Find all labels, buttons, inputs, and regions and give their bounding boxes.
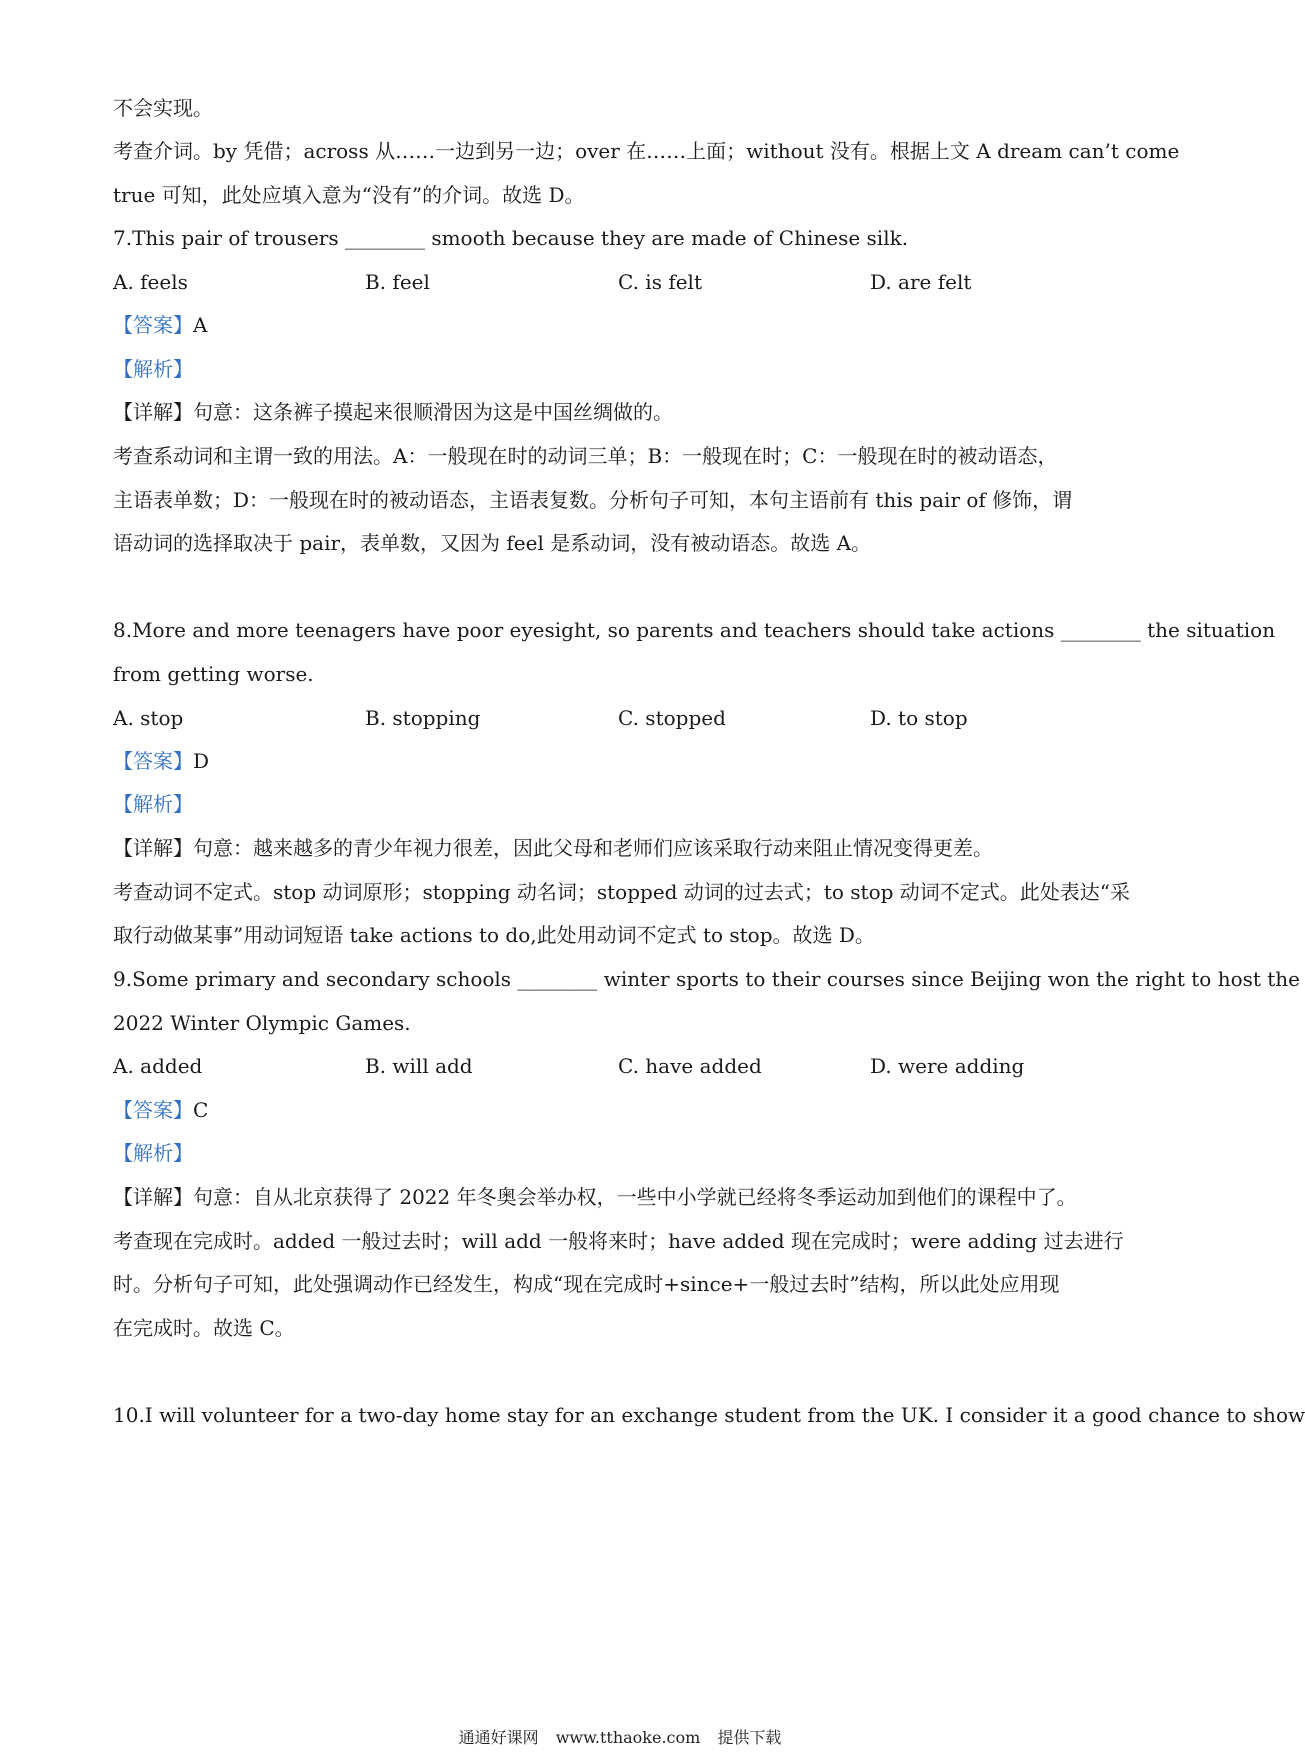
q9-answer xyxy=(113,1095,1133,1125)
detail-text: 句意：自从北京获得了 2022 年冬奥会举办权，一些中小学就已经将冬季运动加到他们的课程中了。 xyxy=(193,1185,1077,1209)
answer-value: C xyxy=(193,1098,209,1122)
q8-option-a: A. stop xyxy=(113,706,184,730)
answer-tag: 【答案】 xyxy=(113,1098,193,1122)
question-10: 10.I will volunteer for a two-day home stay for an exchange student from the UK. I consider it a good chance to show xyxy=(113,1403,1305,1427)
text-line: 不会实现。 xyxy=(113,96,213,120)
question-8: 8.More and more teenagers have poor eyesight, so parents and teachers should take actions ________ the situation xyxy=(113,618,1276,642)
q9-detail xyxy=(113,1182,1133,1212)
detail-text: 句意：越来越多的青少年视力很差，因此父母和老师们应该采取行动来阻止情况变得更差。 xyxy=(193,836,993,860)
text-line: 考查现在完成时。added 一般过去时；will add 一般将来时；have added 现在完成时；were adding 过去进行 xyxy=(113,1229,1124,1253)
question-9: 9.Some primary and secondary schools ________ winter sports to their courses since Beijing won the right to host the xyxy=(113,967,1301,991)
detail-tag: 【详解】 xyxy=(113,1185,193,1209)
text-line: 语动词的选择取决于 pair，表单数，又因为 feel 是系动词，没有被动语态。故选 A。 xyxy=(113,531,872,555)
q9-option-c: C. have added xyxy=(618,1054,762,1078)
text-line: from getting worse. xyxy=(113,662,314,686)
answer-value: A xyxy=(193,313,208,337)
q9-option-a: A. added xyxy=(113,1054,203,1078)
page-footer xyxy=(0,1727,1240,1749)
text-line: 主语表单数；D：一般现在时的被动语态，主语表复数。分析句子可知，本句主语前有 this pair of 修饰，谓 xyxy=(113,488,1073,512)
text-line: 考查系动词和主谓一致的用法。A：一般现在时的动词三单；B：一般现在时；C：一般现在时的被动语态， xyxy=(113,444,1058,468)
footer-site-name: 通通好课网 xyxy=(458,1728,539,1747)
detail-text: 句意：这条裤子摸起来很顺滑因为这是中国丝绸做的。 xyxy=(193,400,673,424)
text-line: 考查介词。by 凭借；across 从……一边到另一边；over 在……上面；without 没有。根据上文 A dream can’t come xyxy=(113,139,1180,163)
footer-url[interactable]: www.tthaoke.com xyxy=(555,1728,701,1747)
q9-analysis-tag: 【解析】 xyxy=(113,1141,193,1165)
answer-tag: 【答案】 xyxy=(113,749,193,773)
text-line: 取行动做某事”用动词短语 take actions to do,此处用动词不定式 to stop。故选 D。 xyxy=(113,923,875,947)
q7-option-b: B. feel xyxy=(365,270,430,294)
q8-option-d: D. to stop xyxy=(870,706,968,730)
text-line: true 可知，此处应填入意为“没有”的介词。故选 D。 xyxy=(113,183,585,207)
q8-analysis-tag: 【解析】 xyxy=(113,792,193,816)
q8-option-c: C. stopped xyxy=(618,706,726,730)
answer-tag: 【答案】 xyxy=(113,313,193,337)
q7-option-c: C. is felt xyxy=(618,270,702,294)
text-line: 在完成时。故选 C。 xyxy=(113,1316,295,1340)
detail-tag: 【详解】 xyxy=(113,836,193,860)
q7-analysis-tag: 【解析】 xyxy=(113,357,193,381)
text-line: 2022 Winter Olympic Games. xyxy=(113,1011,411,1035)
answer-value: D xyxy=(193,749,210,773)
q9-option-d: D. were adding xyxy=(870,1054,1025,1078)
q8-answer xyxy=(113,746,1133,776)
q9-option-b: B. will add xyxy=(365,1054,473,1078)
q7-option-a: A. feels xyxy=(113,270,188,294)
text-line: 考查动词不定式。stop 动词原形；stopping 动名词；stopped 动词的过去式；to stop 动词不定式。此处表达“采 xyxy=(113,880,1130,904)
q8-option-b: B. stopping xyxy=(365,706,481,730)
question-7: 7.This pair of trousers ________ smooth because they are made of Chinese silk. xyxy=(113,226,909,250)
q8-detail xyxy=(113,833,1133,863)
q7-answer xyxy=(113,310,1133,340)
q7-option-d: D. are felt xyxy=(870,270,972,294)
footer-note: 提供下载 xyxy=(717,1728,782,1747)
detail-tag: 【详解】 xyxy=(113,400,193,424)
text-line: 时。分析句子可知，此处强调动作已经发生，构成“现在完成时+since+一般过去时”结构，所以此处应用现 xyxy=(113,1272,1060,1296)
q7-detail xyxy=(113,397,1133,427)
